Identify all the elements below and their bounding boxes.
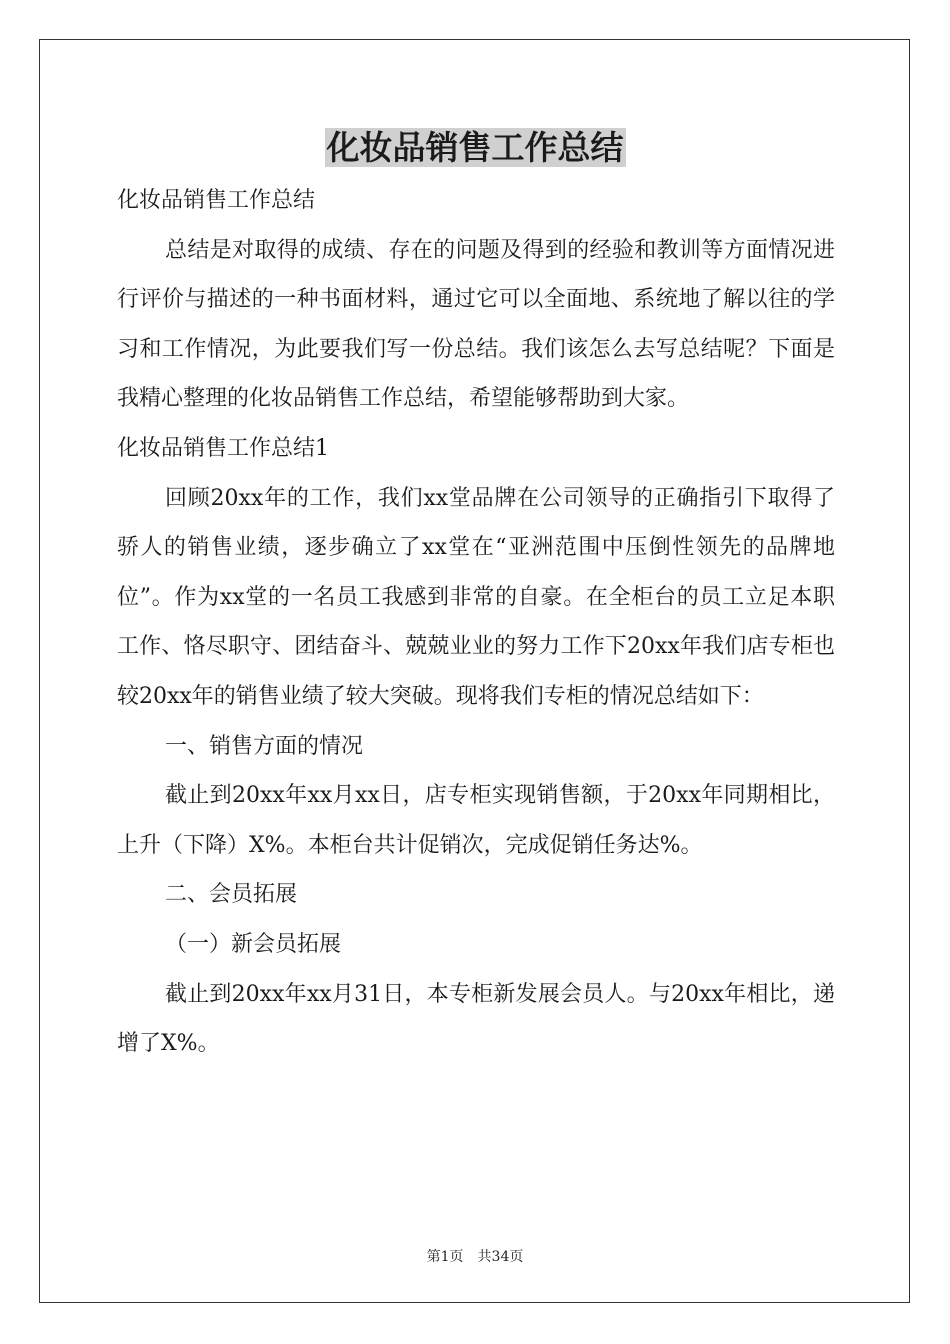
body-paragraph: （一）新会员拓展 — [165, 931, 342, 957]
body-paragraph: 总结是对取得的成绩、存在的问题及得到的经验和教训等方面情况进行评价与描述的一种书面材料，通过它可以全面地、系统地了解以往的学习和工作情况，为此要我们写一份总结。我们该怎么去写总结呢？下面是我精心整理的化妆品销售工作总结，希望能够帮助到大家。 — [117, 237, 835, 412]
body-paragraph: 截止到20xx年xx月31日，本专柜新发展会员人。与20xx年相比，递增了X%。 — [117, 981, 835, 1057]
document-title — [0, 124, 950, 172]
body-paragraph: 回顾20xx年的工作，我们xx堂品牌在公司领导的正确指引下取得了骄人的销售业绩，逐步确立了xx堂在“亚洲范围中压倒性领先的品牌地位”。作为xx堂的一名员工我感到非常的自豪。在全柜台的员工立足本职工作、恪尽职守、团结奋斗、兢兢业业的努力工作下20xx年我们店专柜也较20xx年的销售业绩了较大突破。现将我们专柜的情况总结如下： — [117, 485, 836, 709]
document-body — [117, 176, 835, 1069]
document-title-text: 化妆品销售工作总结 — [326, 128, 624, 167]
body-paragraph: 二、会员拓展 — [165, 882, 298, 908]
body-paragraph: 一、销售方面的情况 — [165, 733, 364, 759]
section-heading: 化妆品销售工作总结 — [117, 188, 316, 213]
page-number: 第1页 共34页 — [426, 1249, 524, 1265]
section-heading: 化妆品销售工作总结1 — [117, 435, 329, 461]
body-paragraph: 截止到20xx年xx月xx日，店专柜实现销售额，于20xx年同期相比，上升（下降）X%。本柜台共计促销次，完成促销任务达%。 — [117, 783, 835, 858]
